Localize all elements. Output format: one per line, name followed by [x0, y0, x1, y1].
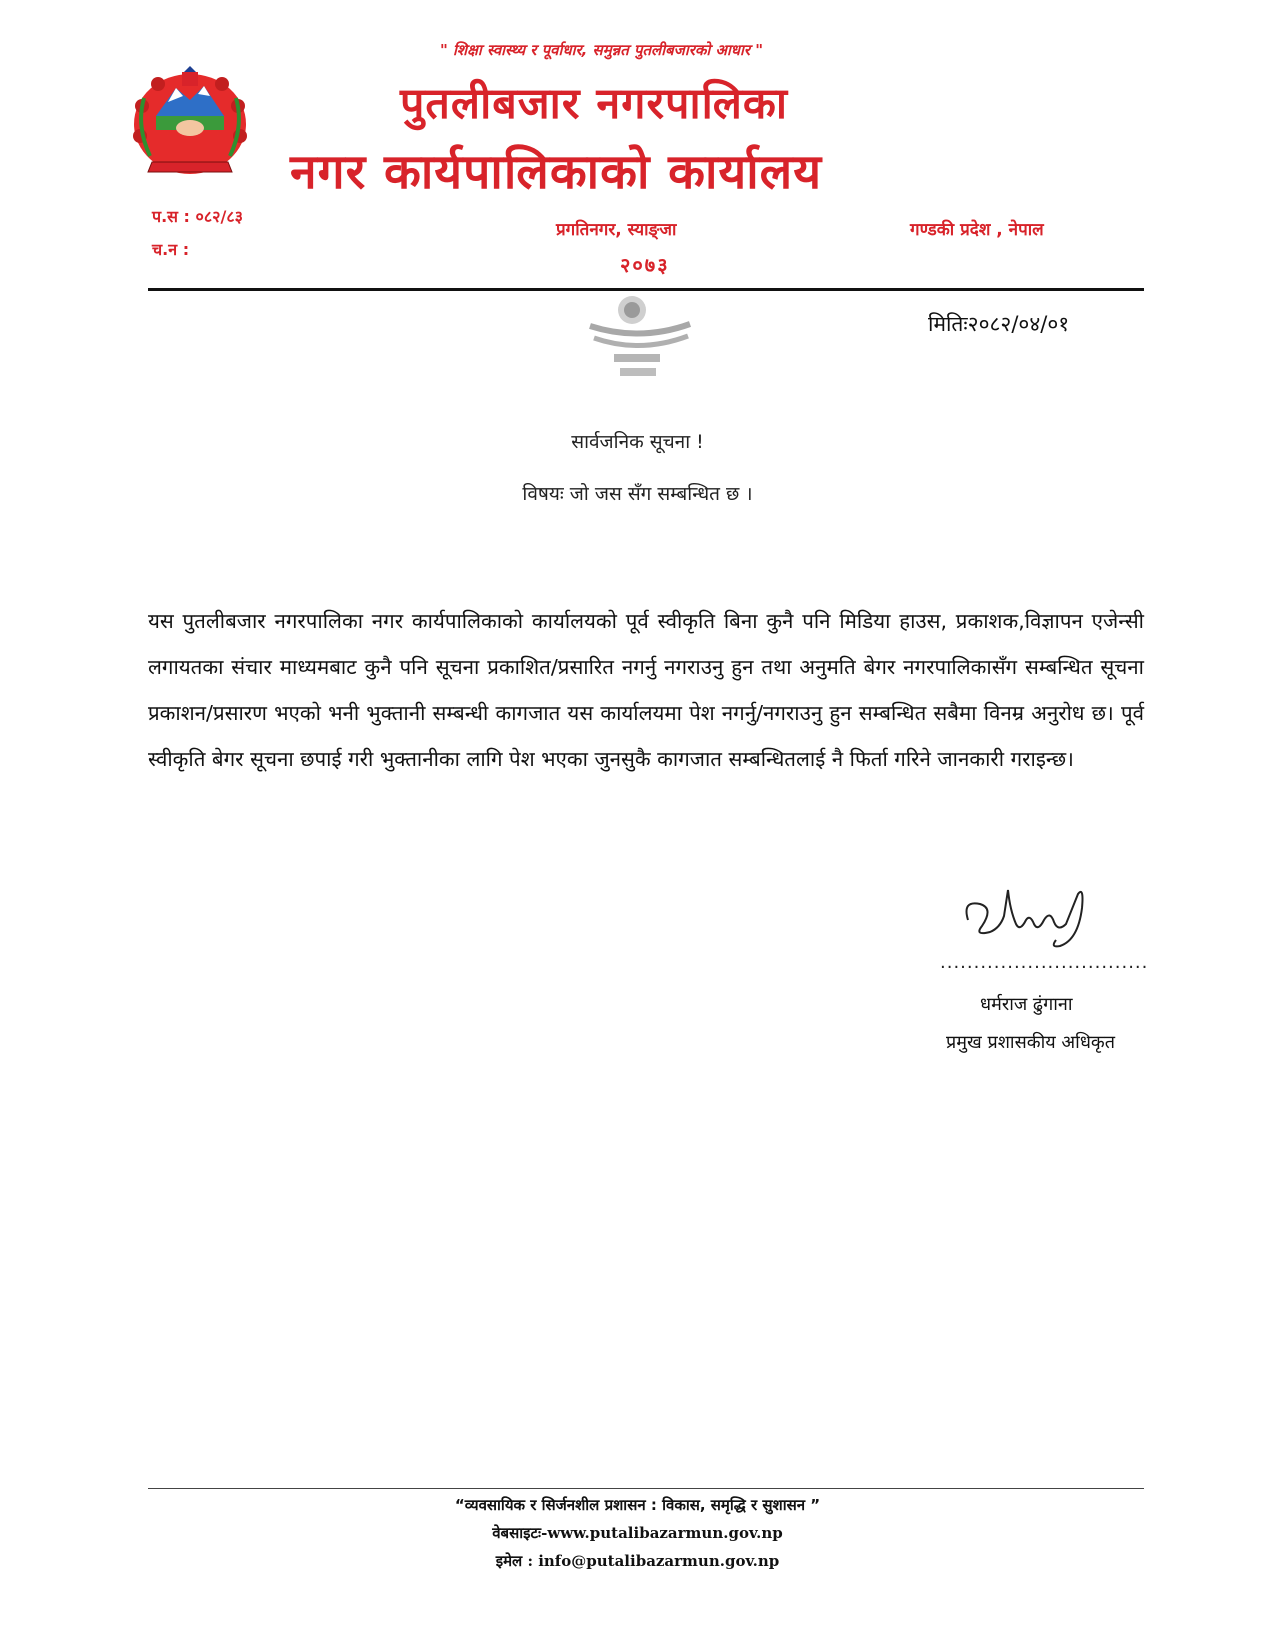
- handwritten-signature: [960, 880, 1110, 960]
- office-title-municipality: पुतलीबजार नगरपालिका: [400, 79, 789, 129]
- office-stamp: [580, 290, 700, 390]
- office-address: प्रगतिनगर, स्याङ्जा: [556, 220, 677, 240]
- establishment-year: २०७३: [620, 253, 670, 277]
- signer-title: प्रमुख प्रशासकीय अधिकृत: [946, 1032, 1115, 1053]
- notice-subject: विषयः जो जस सँग सम्बन्धित छ ।: [522, 483, 753, 505]
- reference-number: प.स : ०८२/८३: [152, 207, 243, 226]
- signature-line: ...............................: [940, 952, 1149, 973]
- letter-date: मितिः२०८२/०४/०१: [928, 312, 1070, 336]
- signer-name: धर्मराज ढुंगाना: [980, 994, 1073, 1015]
- nepal-emblem-logo: [128, 66, 252, 178]
- notice-body: यस पुतलीबजार नगरपालिका नगर कार्यपालिकाको कार्यालयको पूर्व स्वीकृति बिना कुनै पनि मिडिया हाउस, प्रकाशक,विज्ञापन एजेन्सी लगायतका संचार माध्यमबाट कुनै पनि सूचना प्रकाशित/प्रसारित नगर्नु नगराउनु हुन तथा अनुमति बेगर नगरपालिकासँग सम्बन्धित सूचना प्रकाशन/प्रसारण भएको भनी भुक्तानी सम्बन्धी कागजात यस कार्यालयमा पेश नगर्नु/नगराउनु हुन सम्बन्धित सबैमा विनम्र अनुरोध छ। पूर्व स्वीकृति बेगर सूचना छपाई गरी भुक्तानीका लागि पेश भएका जुनसुकै कागजात सम्बन्धितलाई नै फिर्ता गरिने जानकारी गराइन्छ।: [148, 609, 1144, 771]
- office-title-executive: नगर कार्यपालिकाको कार्यालय: [290, 144, 823, 200]
- office-province: गण्डकी प्रदेश , नेपाल: [910, 220, 1044, 240]
- footer-website: वेबसाइटः-www.putalibazarmun.gov.np: [492, 1524, 783, 1542]
- footer-slogan: “व्यवसायिक र सिर्जनशील प्रशासन : विकास, समृद्धि र सुशासन ”: [454, 1496, 821, 1514]
- dispatch-number: च.न :: [152, 240, 190, 259]
- footer-email: इमेल : info@putalibazarmun.gov.np: [495, 1552, 780, 1570]
- notice-title: सार्वजनिक सूचना !: [571, 431, 704, 453]
- header-tagline: " शिक्षा स्वास्थ्य र पूर्वाधार, समुन्नत पुतलीबजारको आधार ": [440, 41, 764, 59]
- footer-divider: [148, 1488, 1144, 1489]
